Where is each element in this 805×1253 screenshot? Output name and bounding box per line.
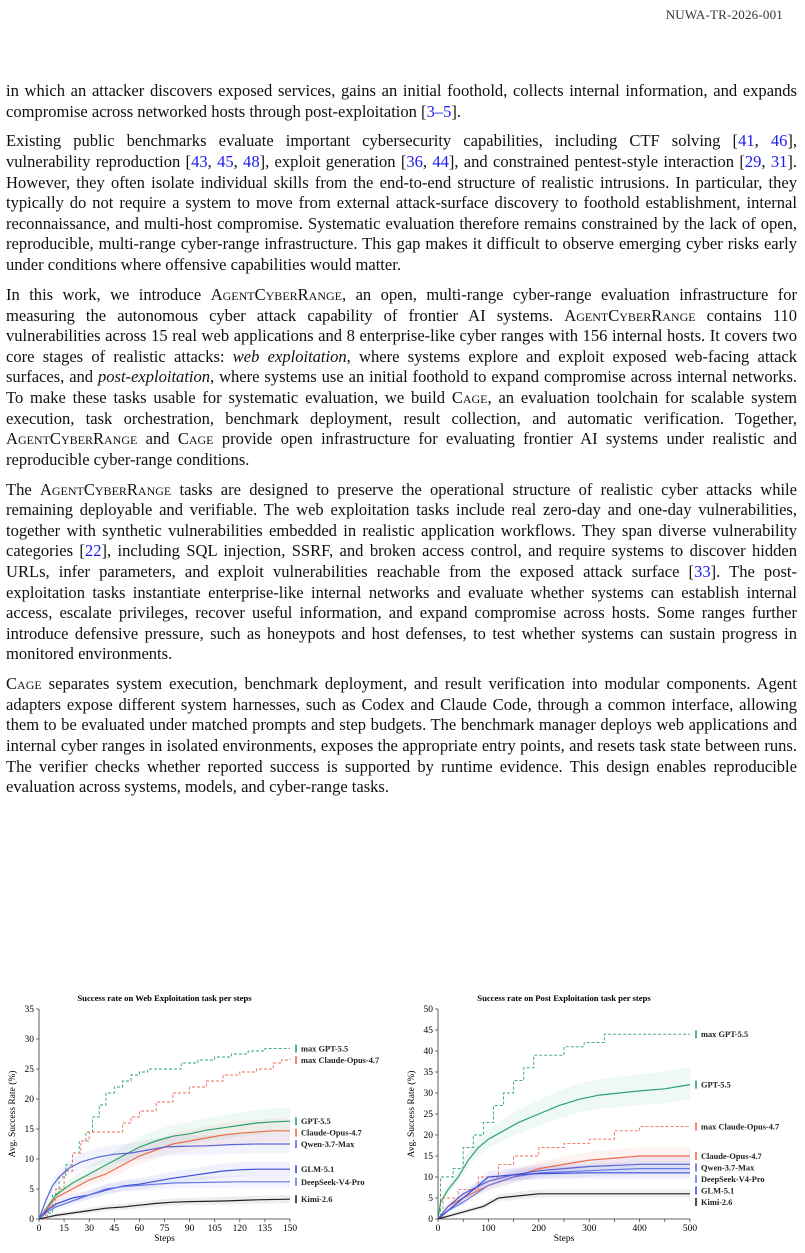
y-tick-label: 30 bbox=[24, 1035, 34, 1045]
text-run: ], and constrained pentest-style interaction [ bbox=[448, 152, 745, 172]
y-tick-label: 15 bbox=[24, 1125, 34, 1135]
system-name: Cage bbox=[6, 674, 42, 694]
text-run: , bbox=[207, 152, 218, 172]
x-tick-label: 15 bbox=[59, 1224, 69, 1234]
chart-title: Success rate on Post Exploitation task per steps bbox=[477, 993, 651, 1003]
y-tick-label: 35 bbox=[423, 1068, 433, 1078]
citation-link[interactable]: 48 bbox=[243, 152, 260, 172]
y-tick-label: 50 bbox=[423, 1005, 433, 1015]
series-label: Kimi-2.6 bbox=[301, 1195, 333, 1205]
citation-link[interactable]: 31 bbox=[770, 152, 788, 172]
system-name: AgentCyberRange bbox=[6, 429, 138, 449]
text-run: , bbox=[233, 152, 244, 172]
x-tick-label: 45 bbox=[109, 1224, 120, 1234]
text-run: , bbox=[422, 152, 433, 172]
text-run: contains 110 vulnerabilities across 15 real web applications and 8 enterprise-like cyber ranges with 156 internal hosts. It covers two core stages of realistic attacks: bbox=[6, 305, 798, 366]
text-run: , bbox=[754, 131, 771, 151]
y-tick-label: 45 bbox=[423, 1026, 433, 1036]
y-tick-label: 20 bbox=[423, 1131, 433, 1141]
series-label: GLM-5.1 bbox=[701, 1186, 735, 1196]
paragraph-1 bbox=[6, 81, 797, 122]
x-tick-label: 150 bbox=[282, 1224, 298, 1234]
paragraph-2 bbox=[6, 131, 797, 275]
citation-link[interactable]: 29 bbox=[744, 152, 762, 172]
series-label: max GPT-5.5 bbox=[301, 1044, 349, 1054]
series-label: Claude-Opus-4.7 bbox=[701, 1152, 762, 1161]
x-tick-label: 60 bbox=[134, 1224, 145, 1234]
x-tick-label: 500 bbox=[682, 1224, 698, 1234]
paragraph-3 bbox=[6, 285, 797, 470]
chart-web-exploitation bbox=[0, 985, 402, 1253]
text-run: provide open infrastructure for evaluating frontier AI systems under realistic and reproducible cyber-range conditions. bbox=[6, 429, 797, 469]
paragraph-5 bbox=[6, 674, 797, 798]
text-run: , bbox=[761, 152, 771, 172]
x-tick-label: 0 bbox=[36, 1224, 42, 1234]
system-name: Cage bbox=[451, 387, 488, 407]
y-axis-label: Avg. Success Rate (%) bbox=[407, 1070, 417, 1158]
y-tick-label: 25 bbox=[24, 1065, 34, 1075]
x-axis-label: Steps bbox=[553, 1234, 575, 1244]
citation-link[interactable]: 45 bbox=[217, 152, 234, 172]
text-run: in which an attacker discovers exposed services, gains an initial foothold, collects internal information, and expands compromise across networked hosts through post-exploitation [ bbox=[6, 81, 797, 121]
y-tick-label: 5 bbox=[29, 1185, 34, 1195]
body-text bbox=[6, 81, 797, 807]
text-run: ]. bbox=[451, 101, 461, 121]
y-tick-label: 20 bbox=[24, 1095, 34, 1105]
text-run: , where systems use an initial foothold to expand compromise across internal networks. To make these tasks usable for systematic evaluation, we build bbox=[6, 367, 798, 407]
citation-link[interactable]: 33 bbox=[694, 561, 711, 581]
series-label: DeepSeek-V4-Pro bbox=[701, 1175, 765, 1184]
x-tick-label: 200 bbox=[531, 1224, 546, 1234]
x-tick-label: 0 bbox=[435, 1224, 441, 1234]
series-label: Kimi-2.6 bbox=[701, 1198, 733, 1207]
x-tick-label: 100 bbox=[481, 1224, 496, 1234]
y-axis-label: Avg. Success Rate (%) bbox=[8, 1070, 18, 1158]
citation-link[interactable]: 44 bbox=[432, 152, 449, 172]
series-label: max GPT-5.5 bbox=[701, 1030, 749, 1040]
series-label: GLM-5.1 bbox=[301, 1165, 335, 1175]
text-run: The bbox=[6, 479, 40, 499]
x-tick-label: 135 bbox=[257, 1224, 273, 1234]
x-tick-label: 400 bbox=[632, 1224, 647, 1234]
text-run: separates system execution, benchmark deployment, and result verification into modular components. Agent adapters expose different system harnesses, such as Codex and Claude Code, through a common interface, allowing them to be evaluated under matched prompts and step budgets. The benchmark manager deploys web applications and internal cyber ranges in isolated environments, exposes the appropriate entry points, and resets task state between runs. The verifier checks whether reported success is supported by runtime evidence. This design enables reproducible evaluation across systems, models, and cyber-range tasks. bbox=[6, 674, 797, 797]
series-label: GPT-5.5 bbox=[701, 1080, 731, 1090]
system-name: Cage bbox=[177, 429, 214, 449]
text-run: ], including SQL injection, SSRF, and broken access control, and require systems to discover hidden URLs, infer parameters, and exploit vulnerabilities reachable from the exposed attack surface [ bbox=[6, 541, 797, 581]
text-run: ]. However, they often isolate individual skills from the end-to-end structure of realistic intrusions. In particular, they typically do not require a system to move from external attack-surface discovery to foothold establishment, internal reconnaissance, and multi-host compromise. Systematic evaluation therefore remains constrained by the lack of open, reproducible, multi-range cyber-range infrastructure. This gap makes it difficult to observe emerging cyber risks early under conditions where offensive capabilities would matter. bbox=[6, 152, 798, 275]
paragraph-4 bbox=[6, 480, 797, 665]
y-tick-label: 5 bbox=[428, 1194, 433, 1204]
series-label: max Claude-Opus-4.7 bbox=[701, 1122, 780, 1132]
text-run: ], exploit generation [ bbox=[259, 152, 407, 172]
x-tick-label: 120 bbox=[232, 1224, 247, 1234]
system-name: AgentCyberRange bbox=[564, 305, 696, 325]
y-tick-label: 15 bbox=[423, 1152, 433, 1162]
citation-link[interactable]: 36 bbox=[406, 152, 423, 172]
series-label: max Claude-Opus-4.7 bbox=[301, 1056, 380, 1066]
citation-link[interactable]: 46 bbox=[770, 131, 788, 151]
y-tick-label: 25 bbox=[423, 1110, 433, 1120]
series-label: Qwen-3.7-Max bbox=[701, 1163, 755, 1173]
text-run: , an evaluation toolchain for scalable system execution, task orchestration, benchmark deployment, result collection, and automatic verification. Together, bbox=[6, 387, 797, 428]
y-tick-label: 40 bbox=[423, 1047, 433, 1057]
emphasis: post-exploitation bbox=[98, 367, 211, 387]
citation-link[interactable]: 43 bbox=[191, 152, 208, 172]
text-run: ], vulnerability reproduction [ bbox=[6, 131, 797, 172]
text-run: , an open, multi-range cyber-range evaluation infrastructure for measuring the autonomous cyber attack capability of frontier AI systems. bbox=[6, 284, 797, 325]
system-name: AgentCyberRange bbox=[210, 284, 343, 304]
y-tick-label: 0 bbox=[428, 1215, 433, 1225]
chart-title: Success rate on Web Exploitation task per steps bbox=[77, 993, 252, 1003]
citation-link[interactable]: 3–5 bbox=[426, 101, 452, 121]
text-run: tasks are designed to preserve the operational structure of realistic cyber attacks while remaining deployable and verifiable. The web exploitation tasks include real zero-day and one-day vulnerabilities, together with synthetic vulnerabilities embedded in realistic application workflows. They span diverse vulnerability categories [ bbox=[6, 479, 797, 561]
y-tick-label: 35 bbox=[24, 1005, 34, 1015]
series-label: DeepSeek-V4-Pro bbox=[301, 1177, 365, 1187]
x-tick-label: 30 bbox=[84, 1224, 94, 1234]
series-label: Qwen-3.7-Max bbox=[301, 1140, 355, 1150]
text-run: , where systems explore and exploit exposed web-facing attack surfaces, and bbox=[6, 346, 798, 387]
chart-post-exploitation bbox=[402, 985, 805, 1253]
system-name: AgentCyberRange bbox=[39, 479, 172, 499]
text-run: Existing public benchmarks evaluate important cybersecurity capabilities, including CTF solving [ bbox=[6, 131, 739, 151]
text-run: ]. The post-exploitation tasks instantiate enterprise-like internal networks and evaluate whether systems can establish internal access, escalate privileges, recover useful information, and expand compromise across hosts. Some ranges further introduce defensive pressure, such as honeypots and host defenses, to test whether systems can sustain progress in monitored environments. bbox=[6, 561, 797, 664]
x-tick-label: 300 bbox=[582, 1224, 597, 1234]
x-tick-label: 90 bbox=[184, 1224, 195, 1234]
y-tick-label: 30 bbox=[423, 1089, 433, 1099]
series-label: Claude-Opus-4.7 bbox=[301, 1128, 362, 1138]
x-tick-label: 105 bbox=[207, 1224, 222, 1234]
y-tick-label: 0 bbox=[29, 1215, 34, 1225]
y-tick-label: 10 bbox=[24, 1155, 34, 1165]
text-run: In this work, we introduce bbox=[6, 284, 211, 304]
report-id: NUWA-TR-2026-001 bbox=[665, 7, 783, 22]
x-axis-label: Steps bbox=[154, 1234, 175, 1244]
emphasis: web exploitation bbox=[232, 346, 347, 366]
text-run: and bbox=[137, 429, 178, 449]
citation-link[interactable]: 22 bbox=[84, 541, 102, 561]
x-tick-label: 75 bbox=[159, 1224, 170, 1234]
y-tick-label: 10 bbox=[423, 1173, 433, 1183]
citation-link[interactable]: 41 bbox=[738, 131, 755, 151]
figure-row bbox=[0, 985, 805, 1253]
series-label: GPT-5.5 bbox=[301, 1117, 331, 1127]
